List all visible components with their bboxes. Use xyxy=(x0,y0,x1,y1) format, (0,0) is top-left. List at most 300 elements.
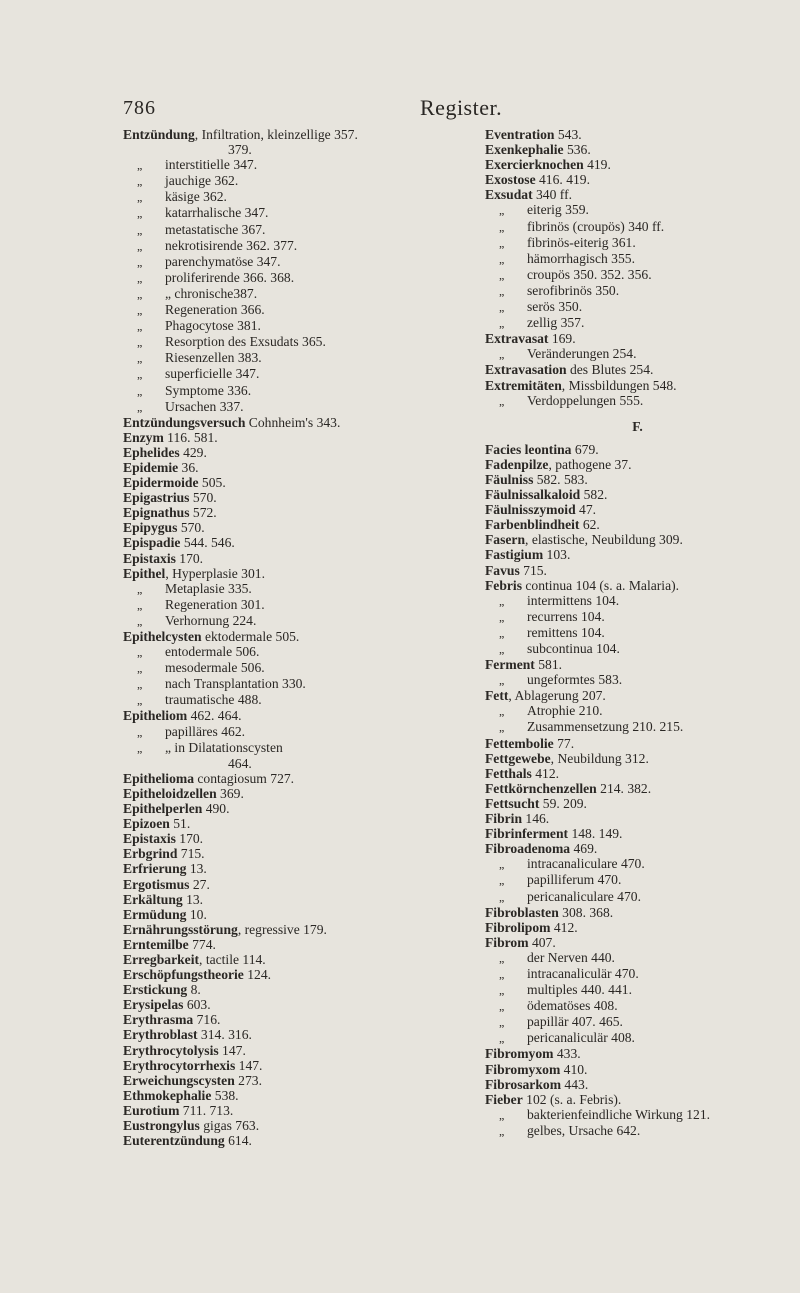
page-number: 786 xyxy=(123,97,156,119)
ditto-mark: „ xyxy=(137,174,143,189)
index-headword: Fett xyxy=(485,688,509,704)
index-headword: Erstickung xyxy=(123,982,188,998)
index-entry xyxy=(485,781,790,796)
index-subentry xyxy=(485,251,790,267)
index-locators: , regressive 179. xyxy=(237,921,327,937)
index-subentry xyxy=(485,889,790,905)
index-locators: , tactile 114. xyxy=(199,951,266,967)
index-entry xyxy=(485,532,790,547)
index-subentry-text: käsige 362. xyxy=(165,189,227,205)
index-subentry xyxy=(123,676,473,692)
index-subentry-text: Zusammensetzung 210. 215. xyxy=(527,719,684,735)
ditto-mark: „ xyxy=(137,351,143,366)
index-locators: 544. 546. xyxy=(180,535,235,551)
index-locators: 679. xyxy=(571,441,599,457)
page-header xyxy=(0,95,800,127)
index-headword: Erfrierung xyxy=(123,861,187,877)
index-locators: 340 ff. xyxy=(532,187,573,203)
index-entry xyxy=(485,841,790,856)
index-headword: Fettgewebe xyxy=(485,750,551,766)
index-entry xyxy=(123,520,473,535)
index-locators: 412. xyxy=(531,765,560,781)
ditto-mark: „ xyxy=(499,1123,505,1138)
index-subentry xyxy=(123,597,473,613)
index-locators: 47. xyxy=(575,502,597,518)
ditto-mark: „ xyxy=(499,1015,505,1030)
index-entry xyxy=(123,892,473,907)
index-locators: 416. 419. xyxy=(535,172,590,188)
index-locators: 13. xyxy=(186,861,207,877)
index-locators: 582. xyxy=(580,487,608,503)
index-subentry-text: katarrhalische 347. xyxy=(165,205,269,221)
index-entry xyxy=(123,1012,473,1027)
index-subentry xyxy=(123,254,473,270)
index-headword: Epidemie xyxy=(123,459,179,475)
index-subentry-text: ungeformtes 583. xyxy=(527,672,623,688)
index-locators: 505. xyxy=(198,475,226,491)
ditto-mark: „ xyxy=(137,677,143,692)
index-locators: 711. 713. xyxy=(179,1102,234,1118)
index-entry xyxy=(123,997,473,1012)
index-headword: Fieber xyxy=(485,1091,523,1107)
ditto-mark: „ xyxy=(499,642,505,656)
index-subentry-text: entodermale 506. xyxy=(165,644,260,660)
index-headword: Enzym xyxy=(123,429,164,445)
index-subentry xyxy=(123,222,473,238)
index-subentry xyxy=(485,966,790,982)
ditto-mark: „ xyxy=(499,203,505,218)
index-headword: Epithel xyxy=(123,565,166,581)
index-entry xyxy=(485,935,790,950)
index-subentry-text: hämorrhagisch 355. xyxy=(527,250,635,266)
index-entry xyxy=(123,922,473,937)
ditto-mark: „ xyxy=(137,724,143,739)
index-continuation xyxy=(123,142,473,157)
ditto-mark: „ xyxy=(499,1107,505,1122)
index-entry xyxy=(485,547,790,562)
index-entry xyxy=(123,907,473,922)
index-headword: Exenkephalie xyxy=(485,142,564,158)
section-letter xyxy=(485,409,790,442)
ditto-mark: „ xyxy=(499,950,505,965)
ditto-mark: „ xyxy=(499,983,505,998)
ditto-mark: „ xyxy=(499,347,505,362)
ditto-mark: „ xyxy=(137,597,143,612)
index-locators: 469. xyxy=(570,841,598,857)
index-entry xyxy=(123,801,473,816)
index-headword: Eventration xyxy=(485,127,555,142)
index-headword: Fibrosarkom xyxy=(485,1076,562,1092)
index-entry xyxy=(123,490,473,505)
index-subentry xyxy=(485,346,790,362)
index-locators: 603. xyxy=(183,997,211,1013)
index-subentry-text: eiterig 359. xyxy=(527,202,589,218)
index-entry xyxy=(123,127,473,142)
index-entry xyxy=(123,1073,473,1088)
index-entry xyxy=(123,1133,473,1148)
index-subentry xyxy=(485,267,790,283)
index-entry xyxy=(485,127,790,142)
index-entry xyxy=(123,708,473,723)
ditto-mark: „ xyxy=(499,219,505,234)
index-locators: 147. xyxy=(218,1042,246,1058)
index-headword: Erweichungscysten xyxy=(123,1072,235,1088)
index-entry xyxy=(123,937,473,952)
index-locators: 536. xyxy=(563,142,591,158)
index-locators: , pathogene 37. xyxy=(548,456,632,472)
index-locators: 124. xyxy=(243,967,272,983)
index-locators: 314. 316. xyxy=(197,1027,252,1043)
ditto-mark: „ xyxy=(137,238,143,253)
index-subentry xyxy=(123,581,473,597)
index-subentry-text: mesodermale 506. xyxy=(165,660,265,676)
index-headword: Erbgrind xyxy=(123,846,178,862)
index-locators: 103. xyxy=(543,547,571,563)
index-headword: Epizoen xyxy=(123,816,170,832)
index-subentry-text: Regeneration 301. xyxy=(165,596,265,612)
section-letter-text: F. xyxy=(632,418,643,434)
running-title: Register. xyxy=(420,95,503,120)
index-locators: 27. xyxy=(189,876,210,892)
index-subentry xyxy=(485,315,790,331)
ditto-mark: „ xyxy=(137,581,143,596)
index-headword: Extremitäten xyxy=(485,377,562,393)
index-subentry-text: Symptome 336. xyxy=(165,382,252,398)
index-locators: , Infiltration, kleinzellige 357. xyxy=(194,127,358,142)
index-headword: Ermüdung xyxy=(123,906,187,922)
index-subentry xyxy=(485,998,790,1014)
index-subentry-text: intracanaliculare 470. xyxy=(527,856,645,872)
index-entry xyxy=(485,362,790,377)
index-headword: Erkältung xyxy=(123,891,183,907)
index-locators: 716. xyxy=(193,1012,221,1028)
index-continuation-text: 464. xyxy=(228,755,252,771)
index-headword: Fibromyom xyxy=(485,1046,554,1062)
index-entry xyxy=(485,688,790,703)
index-headword: Fadenpilze xyxy=(485,456,549,472)
index-continuation xyxy=(123,756,473,771)
index-entry xyxy=(485,378,790,393)
index-headword: Epignathus xyxy=(123,505,190,521)
index-subentry-text: parenchymatöse 347. xyxy=(165,253,281,269)
index-locators: 774. xyxy=(188,936,216,952)
index-entry xyxy=(123,535,473,550)
index-locators: 59. 209. xyxy=(539,795,587,811)
index-entry xyxy=(485,578,790,593)
index-subentry-text: serofibrinös 350. xyxy=(527,282,620,298)
index-subentry-text: papilläres 462. xyxy=(165,723,246,739)
index-locators: 572. xyxy=(189,505,217,521)
index-entry xyxy=(485,811,790,826)
index-subentry-text: croupös 350. 352. 356. xyxy=(527,266,652,282)
index-subentry-text: gelbes, Ursache 642. xyxy=(527,1122,641,1138)
index-locators: 170. xyxy=(175,550,204,566)
index-subentry-text: Verhornung 224. xyxy=(165,612,257,628)
index-headword: Ernährungsstörung xyxy=(123,921,238,937)
index-headword: Fibroblasten xyxy=(485,904,559,920)
index-headword: Exsudat xyxy=(485,187,533,203)
index-entry xyxy=(485,487,790,502)
ditto-mark: „ xyxy=(499,593,505,608)
index-locators: 419. xyxy=(583,157,611,173)
index-locators: 570. xyxy=(177,520,205,536)
ditto-mark: „ xyxy=(137,383,143,398)
index-entry xyxy=(485,657,790,672)
index-subentry-text: Verdoppelungen 555. xyxy=(527,392,644,408)
index-entry xyxy=(123,771,473,786)
index-locators: 369. xyxy=(216,785,244,801)
index-subentry-text: serös 350. xyxy=(527,299,583,315)
index-entry xyxy=(485,1077,790,1092)
ditto-mark: „ xyxy=(137,206,143,221)
index-entry xyxy=(123,967,473,982)
index-subentry-text: Regeneration 366. xyxy=(165,302,265,318)
index-subentry xyxy=(485,299,790,315)
index-locators: contagiosum 727. xyxy=(194,770,295,786)
index-entry xyxy=(485,331,790,346)
ditto-mark: „ xyxy=(499,625,505,640)
index-locators: 169. xyxy=(548,331,576,347)
index-headword: Extravasat xyxy=(485,331,549,347)
index-headword: Fibroadenoma xyxy=(485,841,571,857)
index-headword: Fäulnisszymoid xyxy=(485,502,576,518)
ditto-mark: „ xyxy=(499,889,505,904)
index-headword: Epithelioma xyxy=(123,770,194,786)
index-entry xyxy=(485,472,790,487)
index-subentry xyxy=(123,318,473,334)
index-locators: 170. xyxy=(175,831,204,847)
index-subentry xyxy=(123,334,473,350)
index-subentry-text: pericanaliculär 408. xyxy=(527,1030,635,1046)
index-subentry xyxy=(123,302,473,318)
index-entry xyxy=(485,1046,790,1061)
index-entry xyxy=(485,502,790,517)
index-locators: 490. xyxy=(202,801,230,817)
index-headword: Extravasation xyxy=(485,362,567,378)
index-subentry xyxy=(485,982,790,998)
ditto-mark: „ xyxy=(499,283,505,298)
index-subentry-text: proliferirende 366. 368. xyxy=(165,269,295,285)
index-headword: Fäulnissalkaloid xyxy=(485,487,581,503)
index-headword: Favus xyxy=(485,562,520,578)
index-locators: continua 104 (s. a. Malaria). xyxy=(522,577,680,593)
index-entry xyxy=(485,563,790,578)
index-subentry-text: der Nerven 440. xyxy=(527,949,615,965)
index-subentry xyxy=(123,286,473,302)
ditto-mark: „ xyxy=(499,999,505,1014)
index-entry xyxy=(123,1088,473,1103)
index-locators: 429. xyxy=(179,444,207,460)
index-headword: Fibrinferment xyxy=(485,826,569,842)
index-headword: Ferment xyxy=(485,657,535,673)
index-subentry-text: fibrinös-eiterig 361. xyxy=(527,234,636,250)
index-locators: 443. xyxy=(561,1076,589,1092)
index-subentry-text: Phagocytose 381. xyxy=(165,318,261,334)
index-locators: 102 (s. a. Febris). xyxy=(522,1091,622,1107)
index-locators: 582. 583. xyxy=(533,471,588,487)
index-headword: Fäulniss xyxy=(485,471,534,487)
index-locators: 13. xyxy=(182,891,204,907)
index-continuation-text: 379. xyxy=(228,142,252,158)
index-subentry-text: remittens 104. xyxy=(527,624,605,640)
index-locators: 8. xyxy=(187,982,201,998)
ditto-mark: „ xyxy=(137,693,143,708)
index-subentry-text: papillär 407. 465. xyxy=(527,1014,623,1030)
index-locators: 462. 464. xyxy=(187,708,242,724)
index-subentry xyxy=(485,593,790,609)
index-headword: Fettkörnchenzellen xyxy=(485,780,597,796)
index-locators: 77. xyxy=(553,735,575,751)
index-entry xyxy=(123,566,473,581)
index-headword: Erschöpfungstheorie xyxy=(123,967,244,983)
index-entry xyxy=(123,816,473,831)
ditto-mark: „ xyxy=(499,966,505,981)
index-entry xyxy=(485,442,790,457)
index-subentry xyxy=(123,724,473,740)
index-locators: 273. xyxy=(234,1072,262,1088)
index-column-left xyxy=(123,127,473,1148)
ditto-mark: „ xyxy=(137,190,143,205)
index-headword: Eustrongylus xyxy=(123,1118,200,1133)
index-entry xyxy=(485,457,790,472)
index-headword: Epispadie xyxy=(123,535,181,551)
index-subentry xyxy=(485,219,790,235)
index-locators: , Missbildungen 548. xyxy=(561,377,677,393)
index-locators: , Hyperplasie 301. xyxy=(165,565,265,581)
index-subentry xyxy=(485,235,790,251)
index-headword: Fibrin xyxy=(485,811,523,827)
index-entry xyxy=(123,1043,473,1058)
index-subentry xyxy=(123,238,473,254)
index-subentry-text: nekrotisirende 362. 377. xyxy=(165,237,298,253)
index-subentry xyxy=(123,189,473,205)
index-subentry-text: intermittens 104. xyxy=(527,592,620,608)
index-subentry xyxy=(485,283,790,299)
index-entry xyxy=(123,1118,473,1133)
index-subentry xyxy=(485,719,790,735)
index-subentry-text: metastatische 367. xyxy=(165,221,266,237)
index-subentry-text: superficielle 347. xyxy=(165,366,260,382)
ditto-mark: „ xyxy=(137,158,143,173)
index-entry xyxy=(123,430,473,445)
index-entry xyxy=(485,905,790,920)
index-entry xyxy=(485,172,790,187)
index-entry xyxy=(123,982,473,997)
index-entry xyxy=(485,920,790,935)
ditto-mark: „ xyxy=(499,393,505,408)
ditto-mark: „ xyxy=(137,286,143,301)
index-locators: Cohnheim's 343. xyxy=(245,414,341,430)
index-subentry xyxy=(485,1014,790,1030)
index-subentry xyxy=(485,1123,790,1139)
index-entry xyxy=(123,505,473,520)
index-entry xyxy=(485,736,790,751)
index-locators: 148. 149. xyxy=(568,826,623,842)
index-headword: Erythroblast xyxy=(123,1027,198,1043)
index-subentry xyxy=(123,366,473,382)
ditto-mark: „ xyxy=(499,316,505,331)
index-subentry xyxy=(123,399,473,415)
ditto-mark: „ xyxy=(499,251,505,266)
index-entry xyxy=(123,475,473,490)
index-entry xyxy=(123,1058,473,1073)
index-subentry xyxy=(123,383,473,399)
index-headword: Erythrasma xyxy=(123,1012,194,1028)
ditto-mark: „ xyxy=(137,661,143,676)
index-headword: Erysipelas xyxy=(123,997,184,1013)
index-entry xyxy=(123,861,473,876)
index-entry xyxy=(485,142,790,157)
index-locators: 715. xyxy=(177,846,205,862)
index-locators: 407. xyxy=(528,934,556,950)
index-entry xyxy=(485,826,790,841)
index-locators: , Ablagerung 207. xyxy=(508,688,606,704)
index-subentry-text: multiples 440. 441. xyxy=(527,982,632,998)
index-subentry-text: Riesenzellen 383. xyxy=(165,350,262,366)
index-headword: Epistaxis xyxy=(123,831,176,847)
index-headword: Erythrocytolysis xyxy=(123,1042,219,1058)
ditto-mark: „ xyxy=(137,319,143,334)
index-headword: Entzündungsversuch xyxy=(123,414,246,430)
index-headword: Erythrocytorrhexis xyxy=(123,1057,236,1073)
index-subentry xyxy=(485,609,790,625)
ditto-mark: „ xyxy=(137,303,143,318)
index-subentry xyxy=(485,1030,790,1046)
ditto-mark: „ xyxy=(499,704,505,719)
index-subentry xyxy=(485,856,790,872)
index-locators: ektodermale 505. xyxy=(201,629,300,644)
index-subentry xyxy=(485,703,790,719)
index-headword: Epistaxis xyxy=(123,550,176,566)
index-locators: , Neubildung 312. xyxy=(550,750,649,766)
index-headword: Entzündung xyxy=(123,127,195,142)
ditto-mark: „ xyxy=(499,609,505,624)
index-entry xyxy=(485,157,790,172)
index-headword: Epitheliom xyxy=(123,708,188,724)
index-entry xyxy=(123,831,473,846)
index-locators: 62. xyxy=(579,517,600,533)
ditto-mark: „ xyxy=(137,222,143,237)
index-column-right xyxy=(485,127,790,1139)
index-subentry xyxy=(485,950,790,966)
index-subentry-text: ödematöses 408. xyxy=(527,998,618,1014)
index-entry xyxy=(123,460,473,475)
index-headword: Facies leontina xyxy=(485,441,572,457)
index-entry xyxy=(485,1062,790,1077)
index-headword: Ethmokephalie xyxy=(123,1087,212,1103)
index-entry xyxy=(123,952,473,967)
ditto-mark: „ xyxy=(137,399,143,414)
index-subentry-text: zellig 357. xyxy=(527,315,585,331)
index-entry xyxy=(123,786,473,801)
index-entry xyxy=(123,1103,473,1118)
ditto-mark: „ xyxy=(499,720,505,735)
index-headword: Erntemilbe xyxy=(123,936,189,952)
index-headword: Exercierknochen xyxy=(485,157,584,173)
index-subentry xyxy=(485,202,790,218)
index-headword: Euterentzündung xyxy=(123,1133,225,1149)
index-headword: Fasern xyxy=(485,532,526,548)
index-entry xyxy=(123,846,473,861)
index-subentry xyxy=(485,641,790,657)
index-headword: Fettembolie xyxy=(485,735,554,751)
ditto-mark: „ xyxy=(499,1031,505,1046)
index-subentry-text: nach Transplantation 330. xyxy=(165,676,306,692)
index-subentry-text: Resorption des Exsudats 365. xyxy=(165,334,326,350)
index-subentry-text: papilliferum 470. xyxy=(527,872,622,888)
index-entry xyxy=(485,796,790,811)
index-locators: 570. xyxy=(189,490,217,506)
